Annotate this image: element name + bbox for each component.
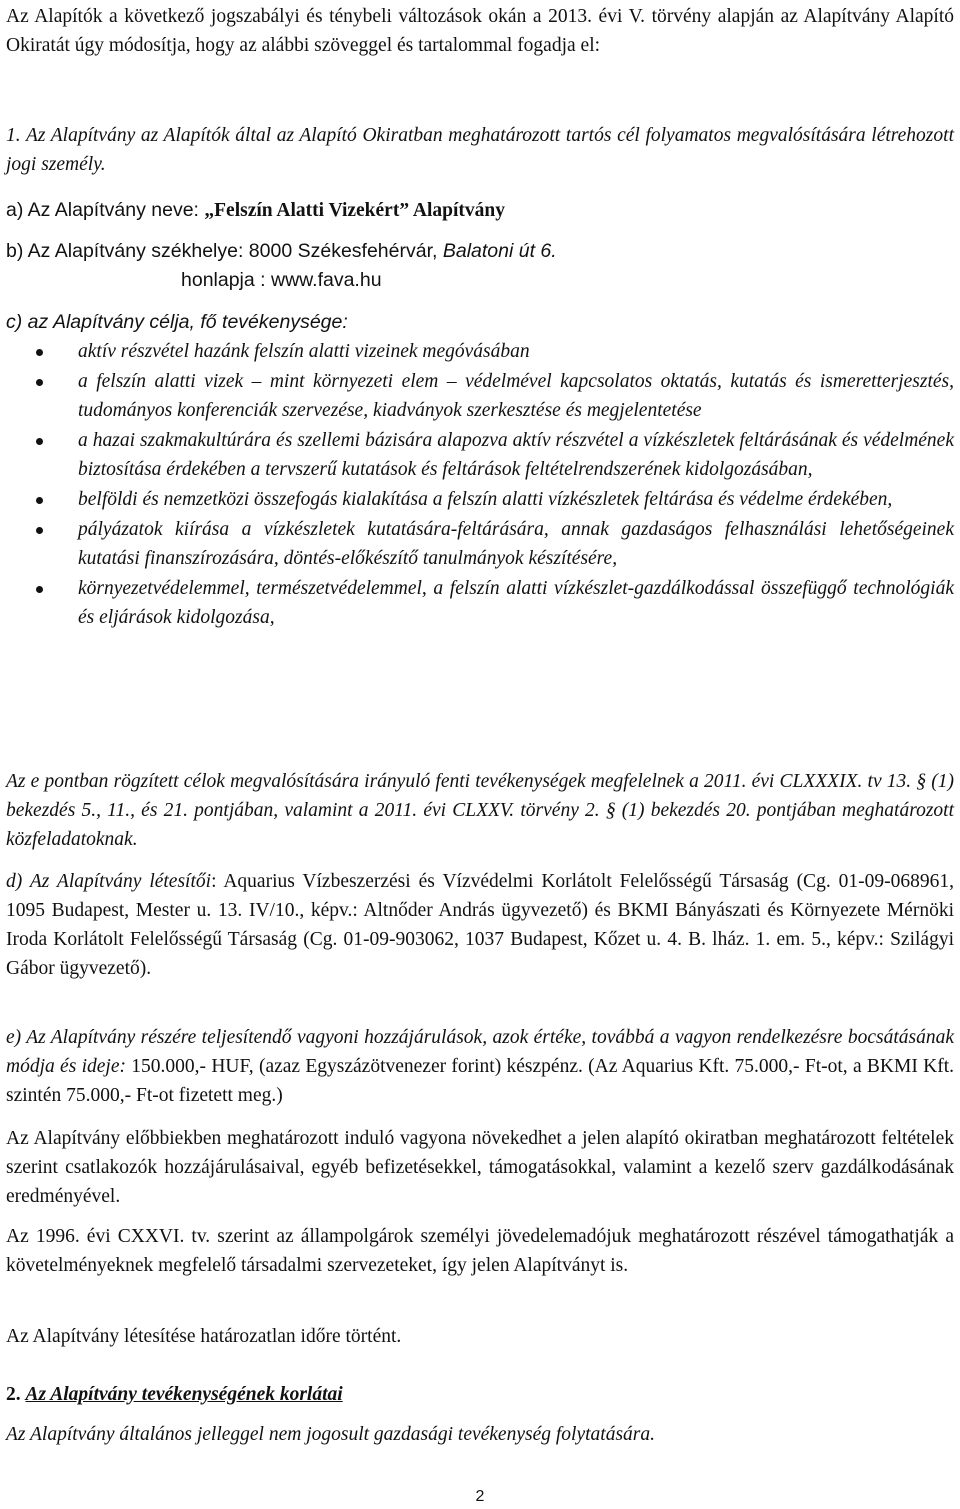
seat-address: Balatoni út 6. [442, 240, 557, 262]
purpose-heading: c) az Alapítvány célja, fő tevékenysége: [6, 311, 348, 333]
list-item: pályázatok kiírása a vízkészletek kutatására-feltárására, annak gazdaságos felhasználási lehetőségeinek kutatási finanszírozására, döntés-előkészítő tanulmányok készítésére, [0, 515, 954, 573]
section-2-text: Az Alapítvány általános jelleggel nem jogosult gazdasági tevékenység folytatására. [6, 1424, 655, 1445]
section-2-number: 2. [6, 1384, 26, 1405]
tax-support-paragraph: Az 1996. évi CXXVI. tv. szerint az állampolgárok személyi jövedelemadójuk meghatározott részével támogathatják a követelményeknek megfelelő társadalmi szervezeteket, így jelen Alapítványt is. [6, 1226, 954, 1276]
asset-growth-paragraph: Az Alapítvány előbbiekben meghatározott induló vagyona növekedhet a jelen alapító okiratban meghatározott feltételek szerint csatlakozók hozzájárulásaival, egyéb befizetésekkel, támogatásokkal, valamint a kezelő szerv gazdálkodásának eredményével. [6, 1128, 954, 1207]
purpose-list [0, 337, 954, 633]
bullet-icon [36, 527, 43, 534]
foundation-name-line [6, 196, 505, 225]
founders-text: : Aquarius Vízbeszerzési és Vízvédelmi Korlátolt Felelősségű Társaság (Cg. 01-09-068961, 1095 Budapest, Mester u. 13. IV/10., képv.: Altnőder András ügyvezető) és BKMI Bányászati és Környezete Mérnöki Iroda Korlátolt Felelősségű Társaság (Cg. 01-09-903062, 1037 Budapest, Kőzet u. 4. B. lház. 1. em. 5., képv.: Szilágyi Gábor ügyvezető). [6, 871, 954, 979]
duration-paragraph: Az Alapítvány létesítése határozatlan időre történt. [6, 1326, 402, 1347]
founders-paragraph [6, 867, 954, 983]
founders-label: d) Az Alapítvány létesítői [6, 871, 212, 892]
section-1-paragraph: 1. Az Alapítvány az Alapítók által az Alapító Okiratban meghatározott tartós cél folyamatos megvalósítására létrehozott jogi személy. [6, 125, 954, 175]
bullet-icon [36, 349, 43, 356]
list-item: a felszín alatti vizek – mint környezeti elem – védelmével kapcsolatos oktatás, kutatás és ismeretterjesztés, tudományos konferenciák szervezése, kiadványok szerkesztése és megjelentetése [0, 367, 954, 425]
bullet-icon [36, 379, 43, 386]
bullet-icon [36, 586, 43, 593]
list-item: környezetvédelemmel, természetvédelemmel, a felszín alatti vízkészlet-gazdálkodással összefüggő technológiák és eljárások kidolgozása, [0, 574, 954, 632]
website-line: honlapja : www.fava.hu [181, 269, 382, 291]
assets-paragraph [6, 1023, 954, 1110]
section-2-title: Az Alapítvány tevékenységének korlátai [25, 1384, 343, 1405]
seat-label: b) Az Alapítvány székhelye: 8000 Székesfehérvár, [6, 240, 443, 262]
page-number: 2 [475, 1488, 485, 1505]
seat-line [6, 237, 557, 266]
list-item: belföldi és nemzetközi összefogás kialakítása a felszín alatti vízkészletek feltárása és védelme érdekében, [0, 485, 954, 514]
assets-text: 150.000,- HUF, (azaz Egyszázötvenezer forint) készpénz. (Az Aquarius Kft. 75.000,- Ft-ot, a BKMI Kft. szintén 75.000,- Ft-ot fizetett meg.) [6, 1056, 954, 1106]
intro-paragraph: Az Alapítók a következő jogszabályi és ténybeli változások okán a 2013. évi V. törvény alapján az Alapítvány Alapító Okiratát úgy módosítja, hogy az alábbi szöveggel és tartalommal fogadja el: [6, 6, 954, 56]
foundation-name: „Felszín Alatti Vizekért” Alapítvány [204, 200, 505, 221]
assets-label: e) Az Alapítvány részére teljesítendő vagyoni hozzájárulások, azok értéke, továbbá a vagyon rendelkezésre bocsátásának módja és ideje: [6, 1027, 954, 1077]
section-2-heading [6, 1380, 343, 1409]
foundation-name-label: a) Az Alapítvány neve: [6, 199, 205, 221]
bullet-icon [36, 497, 43, 504]
list-item: aktív részvétel hazánk felszín alatti vizeinek megóvásában [0, 337, 954, 366]
list-item: a hazai szakmakultúrára és szellemi bázisára alapozva aktív részvétel a vízkészletek feltárásának és védelmének biztosítása érdekében a tervszerű kutatások és feltárások feltételrendszerének kidolgozásában, [0, 426, 954, 484]
public-benefit-paragraph: Az e pontban rögzített célok megvalósítására irányuló fenti tevékenységek megfelelnek a 2011. évi CLXXXIX. tv 13. § (1) bekezdés 5., 11., és 21. pontjában, valamint a 2011. évi CLXXV. törvény 2. § (1) bekezdés 20. pontjában meghatározott közfeladatoknak. [6, 771, 954, 850]
bullet-icon [36, 438, 43, 445]
